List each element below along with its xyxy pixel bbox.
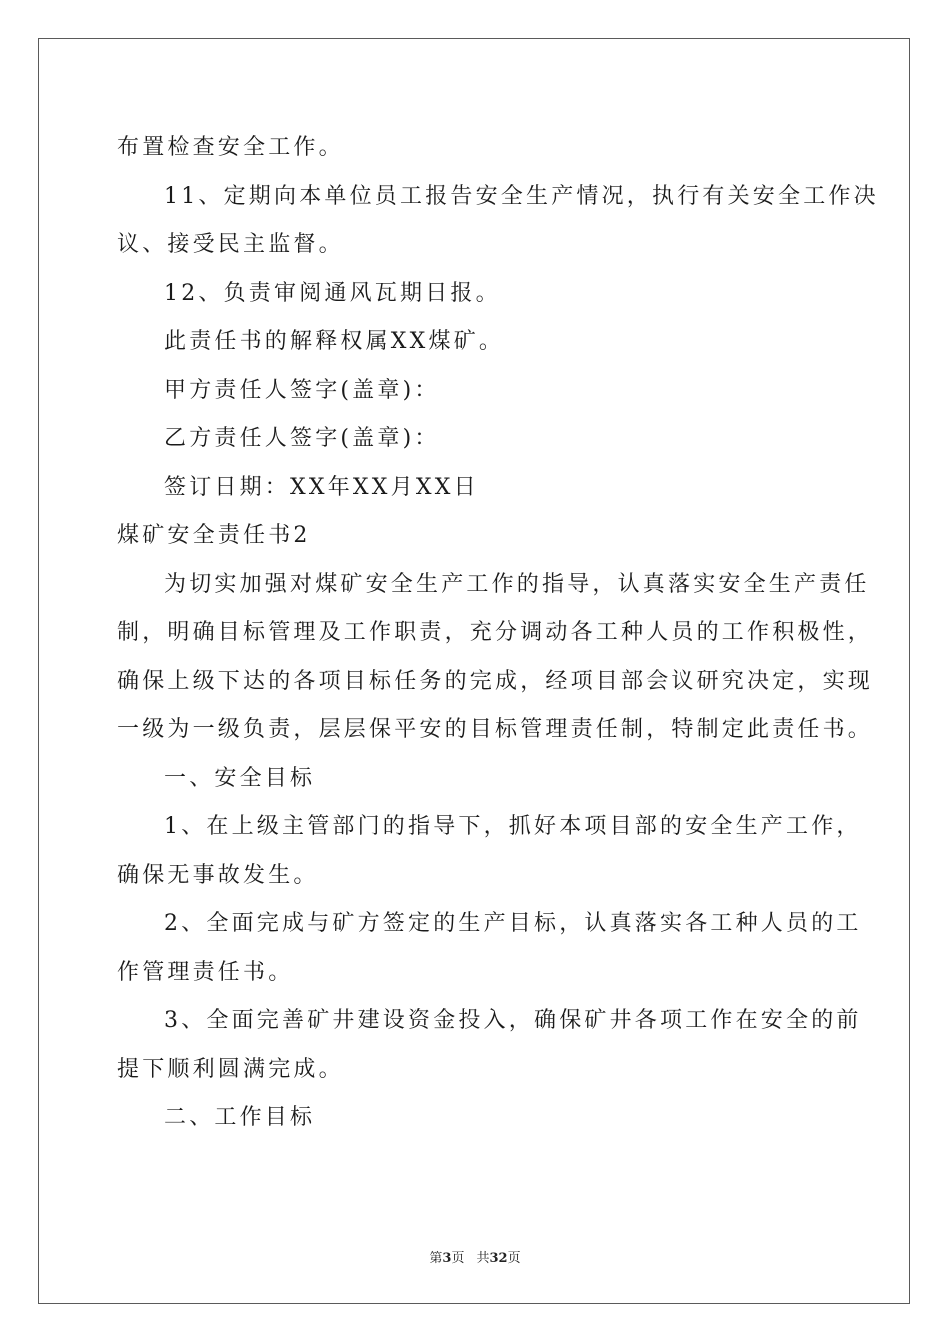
- text-line-18: 作管理责任书。: [117, 959, 294, 985]
- text-line-19: 3、全面完善矿井建设资金投入，确保矿井各项工作在安全的前: [164, 1008, 862, 1033]
- signing-date: 签订日期：XX年XX月XX日: [164, 474, 479, 500]
- text-line-13: 一级为一级负责，层层保平安的目标管理责任制，特制定此责任书。: [117, 717, 874, 742]
- section-title: 煤矿安全责任书2: [117, 523, 311, 548]
- text-line-2: 11、定期向本单位员工报告安全生产情况，执行有关安全工作决: [164, 183, 879, 209]
- text-line-10: 为切实加强对煤矿安全生产工作的指导，认真落实安全生产责任: [164, 571, 870, 597]
- page-number: 3: [442, 1251, 452, 1266]
- text-line-12: 确保上级下达的各项目标任务的完成，经项目部会议研究决定，实现: [117, 668, 874, 694]
- party-a-signature: 甲方责任人签字(盖章)：: [164, 377, 440, 403]
- text-line-17: 2、全面完成与矿方签定的生产目标，认真落实各工种人员的工: [164, 911, 862, 936]
- party-b-signature: 乙方责任人签字(盖章)：: [164, 426, 440, 451]
- heading-safety-goals: 一、安全目标: [164, 765, 316, 791]
- page-footer: [0, 1247, 950, 1266]
- text-line-4: 12、负责审阅通风瓦期日报。: [164, 280, 501, 306]
- text-line-20: 提下顺利圆满完成。: [117, 1056, 344, 1082]
- text-line-11: 制，明确目标管理及工作职责，充分调动各工种人员的工作积极性，: [117, 620, 874, 645]
- text-line-3: 议、接受民主监督。: [117, 232, 344, 257]
- total-suffix: 页: [507, 1251, 521, 1266]
- total-prefix: 共: [476, 1251, 490, 1266]
- heading-work-goals: 二、工作目标: [164, 1105, 316, 1130]
- total-pages: 32: [489, 1251, 508, 1266]
- document-body: [117, 128, 879, 1147]
- text-line-15: 1、在上级主管部门的指导下，抓好本项目部的安全生产工作，: [164, 814, 862, 839]
- text-line-1: 布置检查安全工作。: [117, 135, 344, 160]
- page-prefix: 第: [429, 1251, 443, 1266]
- page-suffix: 页: [451, 1251, 465, 1266]
- text-line-16: 确保无事故发生。: [117, 862, 319, 888]
- text-line-5: 此责任书的解释权属XX煤矿。: [164, 329, 505, 354]
